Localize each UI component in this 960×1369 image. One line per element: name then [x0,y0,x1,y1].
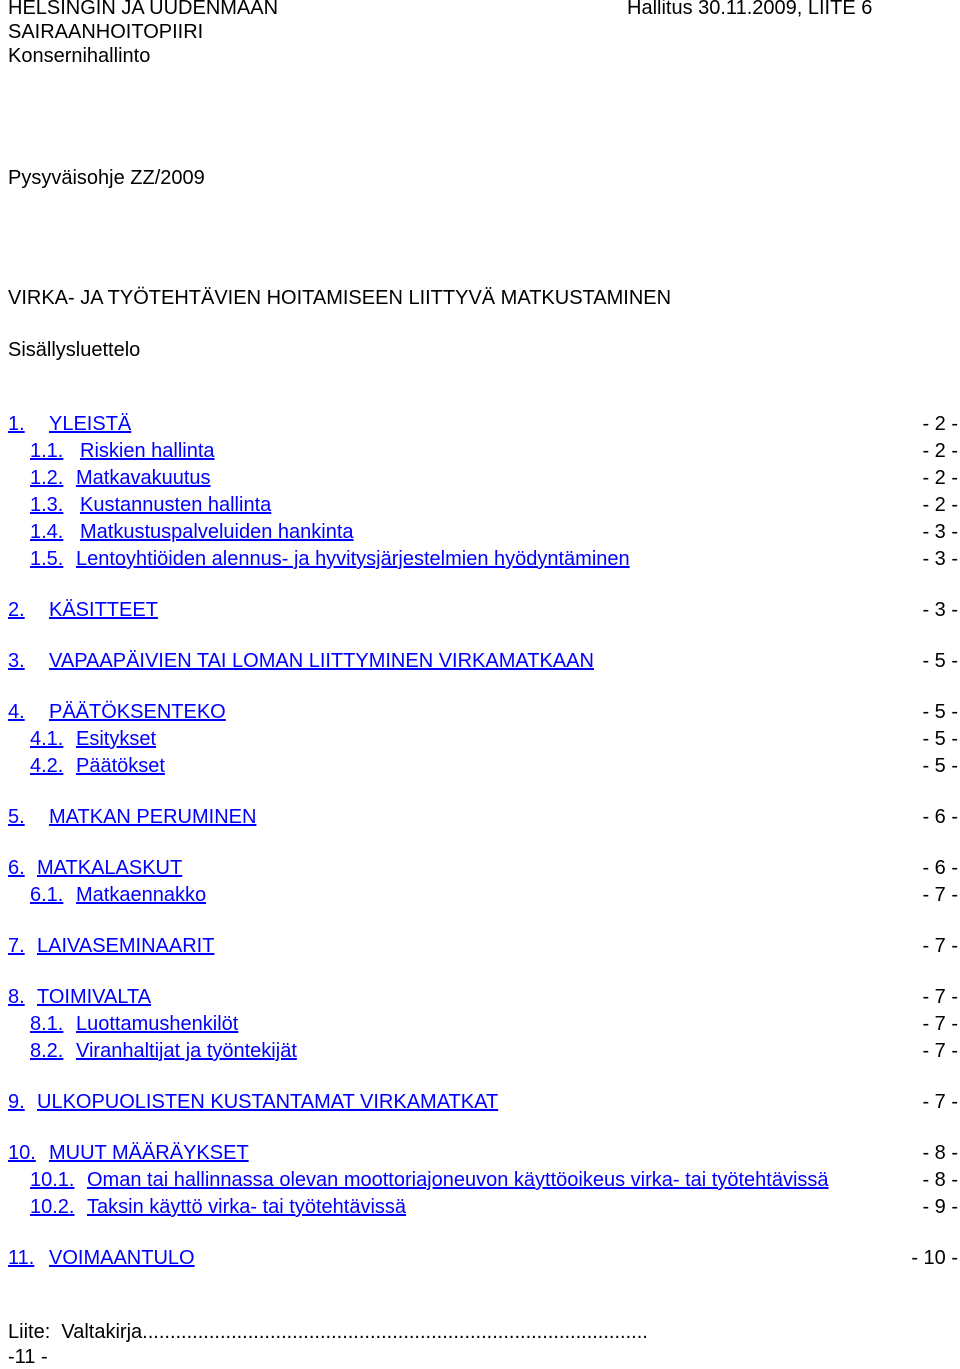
toc-heading: Sisällysluettelo [8,339,141,361]
toc-entry-page: - 8 - [922,1169,958,1191]
toc-entry-title[interactable]: KÄSITTEET [49,599,158,621]
toc-entry-title[interactable]: VAPAAPÄIVIEN TAI LOMAN LIITTYMINEN VIRKAMATKAAN [49,650,594,672]
toc-entry-page: - 5 - [922,650,958,672]
toc-entry[interactable] [0,855,960,882]
toc-entry-page: - 7 - [922,884,958,906]
toc-entry-page: - 2 - [922,494,958,516]
org-name-line2: SAIRAANHOITOPIIRI [8,21,204,43]
toc-entry-page: - 2 - [922,467,958,489]
toc-entry-page: - 6 - [922,806,958,828]
toc-entry-title[interactable]: ULKOPUOLISTEN KUSTANTAMAT VIRKAMATKAT [37,1091,499,1113]
toc-entry-page: - 7 - [922,1013,958,1035]
toc-entry-number[interactable]: 7. [8,935,25,957]
toc-entry-page: - 3 - [922,548,958,570]
toc-entry[interactable] [0,699,960,726]
toc-entry-title[interactable]: Matkavakuutus [76,467,211,489]
toc-entry[interactable] [0,726,960,753]
toc-entry-page: - 7 - [922,1091,958,1113]
document-id: Pysyväisohje ZZ/2009 [8,167,205,189]
meeting-reference: Hallitus 30.11.2009, LIITE 6 [627,0,873,19]
org-unit: Konsernihallinto [8,45,151,67]
toc-entry[interactable] [0,1194,960,1221]
toc-entry[interactable] [0,1038,960,1065]
toc-entry-title[interactable]: LAIVASEMINAARIT [37,935,215,957]
toc-entry[interactable] [0,882,960,909]
toc-entry[interactable] [0,1245,960,1272]
toc-entry-title[interactable]: Riskien hallinta [80,440,215,462]
toc-entry-number[interactable]: 4.1. [30,728,64,750]
toc-entry[interactable] [0,546,960,573]
toc-entry-page: - 7 - [922,1040,958,1062]
toc-entry-number[interactable]: 8. [8,986,25,1008]
toc-entry-number[interactable]: 9. [8,1091,25,1113]
toc-entry-number[interactable]: 6.1. [30,884,64,906]
toc-entry-number[interactable]: 1. [8,413,25,435]
appendix-page: -11 - [8,1346,48,1368]
toc-entry[interactable] [0,1089,960,1116]
toc-entry[interactable] [0,984,960,1011]
toc-entry-number[interactable]: 2. [8,599,25,621]
toc-entry[interactable] [0,519,960,546]
toc-entry[interactable] [0,438,960,465]
toc-entry-page: - 5 - [922,755,958,777]
toc-entry-title[interactable]: MUUT MÄÄRÄYKSET [49,1142,249,1164]
toc-entry-page: - 7 - [922,986,958,1008]
toc-entry-page: - 10 - [911,1247,958,1269]
toc-entry-title[interactable]: Päätökset [76,755,165,777]
toc-entry-number[interactable]: 3. [8,650,25,672]
document-title: VIRKA- JA TYÖTEHTÄVIEN HOITAMISEEN LIITTYVÄ MATKUSTAMINEN [8,287,672,309]
toc-entry-number[interactable]: 4. [8,701,25,723]
toc-entry-page: - 2 - [922,440,958,462]
toc-entry-title[interactable]: Lentoyhtiöiden alennus- ja hyvitysjärjestelmien hyödyntäminen [76,548,630,570]
toc-entry[interactable] [0,1167,960,1194]
toc-entry-number[interactable]: 6. [8,857,25,879]
toc-entry-number[interactable]: 10.1. [30,1169,75,1191]
toc-entry-number[interactable]: 1.3. [30,494,64,516]
toc-entry-number[interactable]: 1.1. [30,440,64,462]
toc-entry[interactable] [0,933,960,960]
toc-entry-page: - 2 - [922,413,958,435]
toc-entry-page: - 6 - [922,857,958,879]
toc-entry-page: - 9 - [922,1196,958,1218]
toc-entry-number[interactable]: 11. [8,1247,35,1269]
toc-entry-title[interactable]: TOIMIVALTA [37,986,152,1008]
toc-entry-page: - 5 - [922,728,958,750]
toc-entry-title[interactable]: Oman tai hallinnassa olevan moottoriajoneuvon käyttöoikeus virka- tai työtehtävissä [87,1169,829,1191]
toc-entry-title[interactable]: PÄÄTÖKSENTEKO [49,701,226,723]
toc-entry-number[interactable]: 1.2. [30,467,64,489]
toc-entry-page: - 7 - [922,935,958,957]
toc-entry-page: - 8 - [922,1142,958,1164]
appendix-text: Valtakirja [61,1321,143,1343]
toc-entry-number[interactable]: 5. [8,806,25,828]
org-name-line1: HELSINGIN JA UUDENMAAN [8,0,279,19]
appendix-line [8,1320,648,1344]
toc-entry-title[interactable]: Matkaennakko [76,884,207,906]
toc-entry-title[interactable]: MATKALASKUT [37,857,183,879]
toc-entry[interactable] [0,492,960,519]
toc-entry[interactable] [0,648,960,675]
toc-entry[interactable] [0,1140,960,1167]
appendix-label: Liite: [8,1321,51,1343]
toc-entry[interactable] [0,597,960,624]
toc-entry-title[interactable]: Esitykset [76,728,157,750]
toc-entry[interactable] [0,411,960,438]
toc-entry-page: - 5 - [922,701,958,723]
toc-entry-number[interactable]: 8.1. [30,1013,64,1035]
toc-entry-number[interactable]: 4.2. [30,755,64,777]
toc-entry-title[interactable]: Matkustuspalveluiden hankinta [80,521,354,543]
toc-entry-title[interactable]: Taksin käyttö virka- tai työtehtävissä [87,1196,407,1218]
toc-entry[interactable] [0,465,960,492]
toc-entry[interactable] [0,1011,960,1038]
toc-entry[interactable] [0,804,960,831]
toc-entry-title[interactable]: YLEISTÄ [49,413,132,435]
toc-entry-number[interactable]: 8.2. [30,1040,64,1062]
toc-entry-number[interactable]: 10. [8,1142,36,1164]
appendix-leader: ........................................................................................... [142,1321,648,1343]
toc-entry-number[interactable]: 1.4. [30,521,64,543]
toc-entry[interactable] [0,753,960,780]
toc-entry-number[interactable]: 10.2. [30,1196,75,1218]
toc-entry-page: - 3 - [922,521,958,543]
toc-entry-title[interactable]: VOIMAANTULO [49,1247,195,1269]
toc-entry-title[interactable]: Kustannusten hallinta [80,494,272,516]
toc-entry-title[interactable]: Viranhaltijat ja työntekijät [76,1040,297,1062]
toc-entry-title[interactable]: MATKAN PERUMINEN [49,806,257,828]
toc-entry-title[interactable]: Luottamushenkilöt [76,1013,239,1035]
toc-entry-page: - 3 - [922,599,958,621]
toc-entry-number[interactable]: 1.5. [30,548,64,570]
